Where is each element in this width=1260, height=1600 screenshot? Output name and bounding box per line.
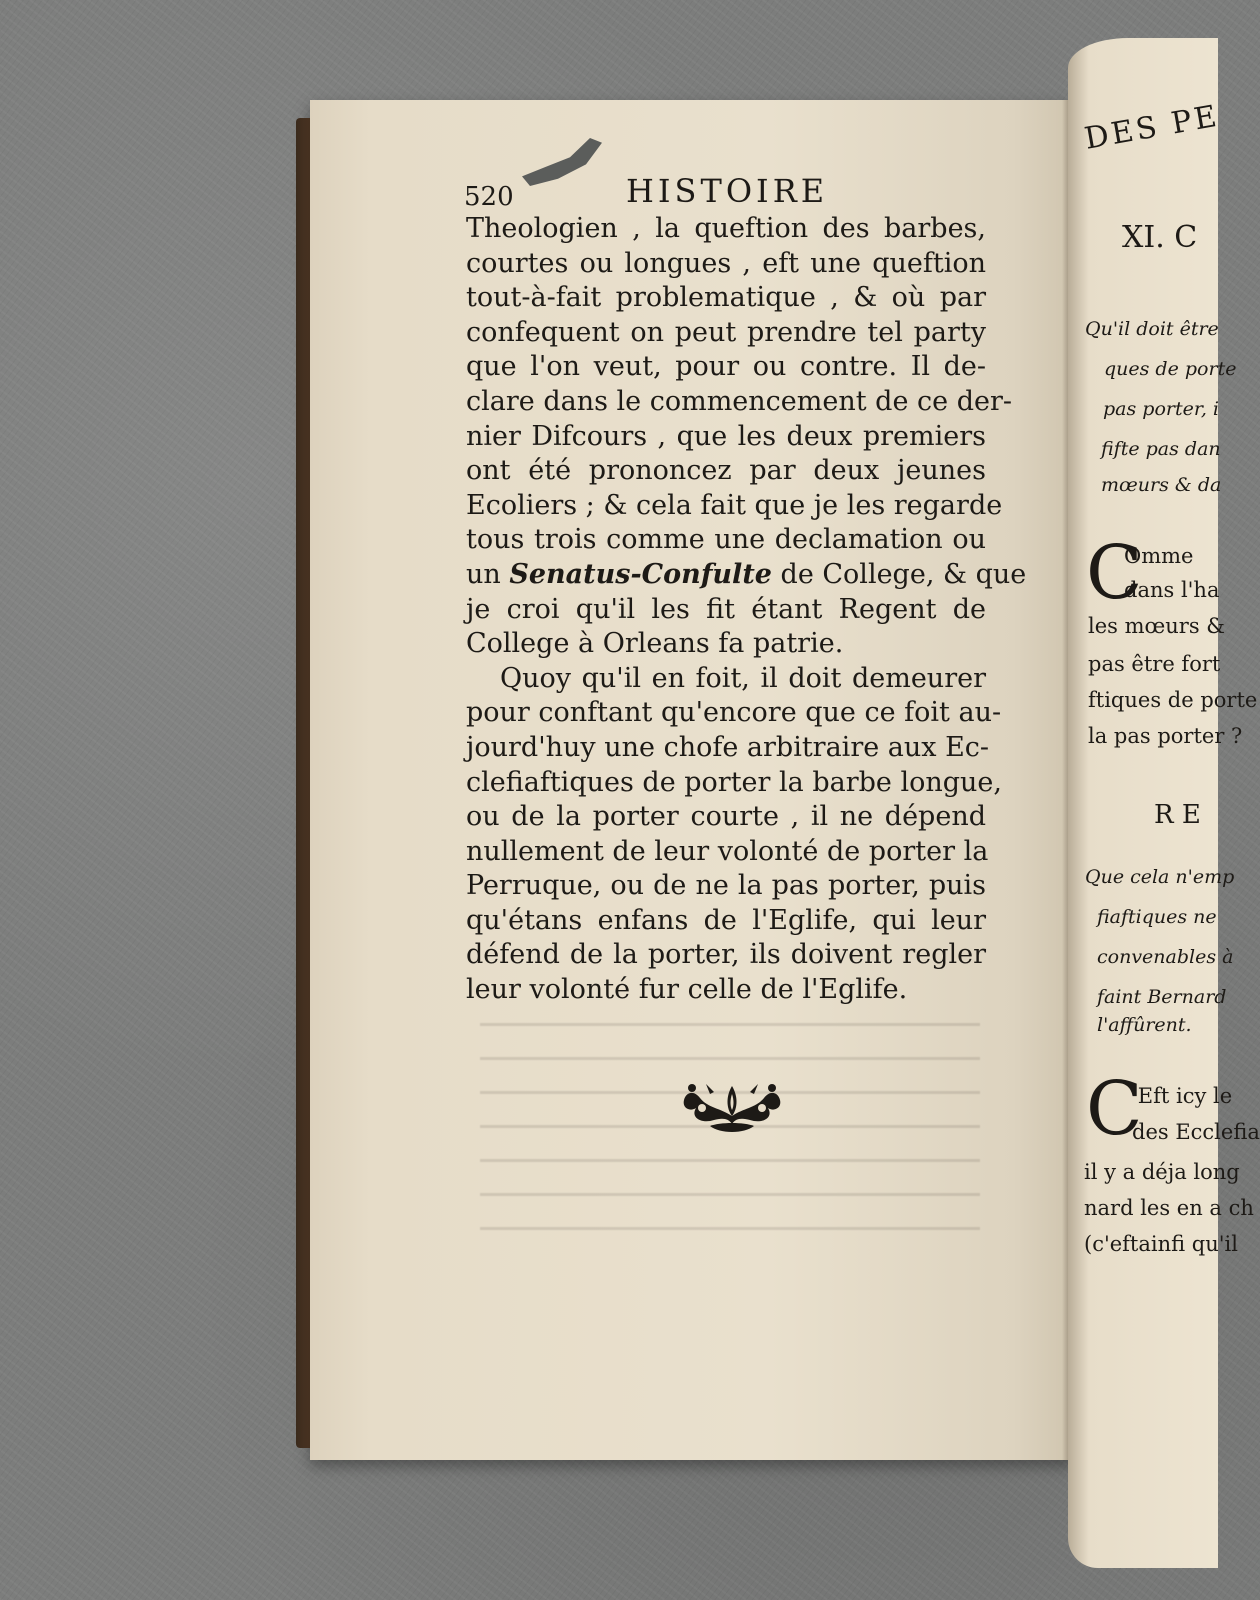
right-drop-cap: C — [1086, 1066, 1143, 1152]
text-line: leur volonté fur celle de l'Eglife. — [466, 974, 908, 1006]
right-text-line: ftiques de porte — [1088, 688, 1258, 712]
right-side-note-line: ques de porte — [1104, 358, 1237, 380]
text-line: ont été prononcez par deux jeunes — [466, 455, 986, 487]
right-text-line: des Ecclefia — [1132, 1120, 1260, 1144]
right-side-note-line: fifte pas dan — [1101, 438, 1221, 460]
right-side-note-line: Que cela n'emp — [1085, 866, 1235, 888]
text-line: qu'étans enfans de l'Eglife, qui leur — [466, 904, 986, 936]
running-title: HISTOIRE — [626, 172, 829, 210]
text-line: jourd'huy une chofe arbitraire aux Ec- — [466, 731, 990, 763]
text-line: Perruque, ou de ne la pas porter, puis — [466, 870, 986, 902]
right-side-note-line: pas porter, i — [1103, 398, 1219, 420]
right-text-line: Omme — [1124, 544, 1194, 568]
right-text-line: les mœurs & — [1088, 614, 1225, 638]
text-fragment: un — [466, 558, 510, 590]
text-line: College à Orleans fa patrie. — [466, 628, 844, 660]
text-line: clefiaftiques de porter la barbe longue, — [466, 766, 1002, 798]
text-fragment: de College, & que — [771, 558, 1027, 590]
text-line: nullement de leur volonté de porter la — [466, 835, 989, 867]
right-text-line: dans l'ha — [1124, 578, 1220, 602]
text-line: courtes ou longues , eft une queftion — [466, 247, 986, 279]
right-text-line: nard les en a ch — [1084, 1196, 1254, 1220]
text-line: Quoy qu'il en foit, il doit demeurer — [500, 662, 986, 694]
right-running-title: DES PE — [1081, 98, 1223, 157]
right-side-note-line: convenables à — [1097, 946, 1234, 968]
right-side-note-line: Qu'il doit être — [1085, 318, 1219, 340]
right-text-line: la pas porter ? — [1088, 724, 1243, 748]
right-response-heading: R E — [1154, 800, 1201, 830]
text-line: nier Difcours , que les deux premiers — [466, 420, 986, 452]
page-number: 520 — [464, 182, 514, 212]
right-side-note-line: faint Bernard — [1097, 986, 1227, 1008]
page-header — [464, 168, 984, 216]
text-line: Ecoliers ; & cela fait que je les regarde — [466, 489, 1003, 521]
text-line: confequent on peut prendre tel party — [466, 316, 986, 348]
text-line: tous trois comme une declamation ou — [466, 524, 986, 556]
text-line — [466, 558, 1027, 593]
italic-term: Senatus-Confulte — [509, 558, 772, 590]
right-side-note-line: fiaftiques ne — [1097, 906, 1217, 928]
text-line: que l'on veut, pour ou contre. Il de- — [466, 351, 986, 383]
text-line: Theologien , la queftion des barbes, — [466, 213, 986, 244]
right-text-line: pas être fort — [1088, 652, 1221, 676]
text-line: clare dans le commencement de ce der- — [466, 385, 1012, 417]
text-line: ou de la porter courte , il ne dépend — [466, 801, 986, 833]
text-line: pour conftant qu'encore que ce foit au- — [466, 697, 1002, 729]
text-line: je croi qu'il les fit étant Regent de — [466, 593, 986, 625]
right-text-line: il y a déja long — [1084, 1160, 1240, 1184]
right-side-note-line: mœurs & da — [1101, 474, 1222, 496]
right-side-note-line: l'affûrent. — [1097, 1014, 1192, 1036]
right-drop-cap: C — [1086, 530, 1143, 616]
body-text — [466, 212, 1027, 1008]
right-text-line: 'Eft icy le — [1132, 1084, 1233, 1108]
text-line: tout-à-fait problematique , & où par — [466, 282, 986, 314]
right-chapter-heading: XI. C — [1122, 220, 1198, 255]
floral-tailpiece-icon — [680, 1078, 784, 1136]
text-line: défend de la porter, ils doivent regler — [466, 939, 986, 971]
right-text-line: (c'eftainfi qu'il — [1084, 1232, 1238, 1256]
